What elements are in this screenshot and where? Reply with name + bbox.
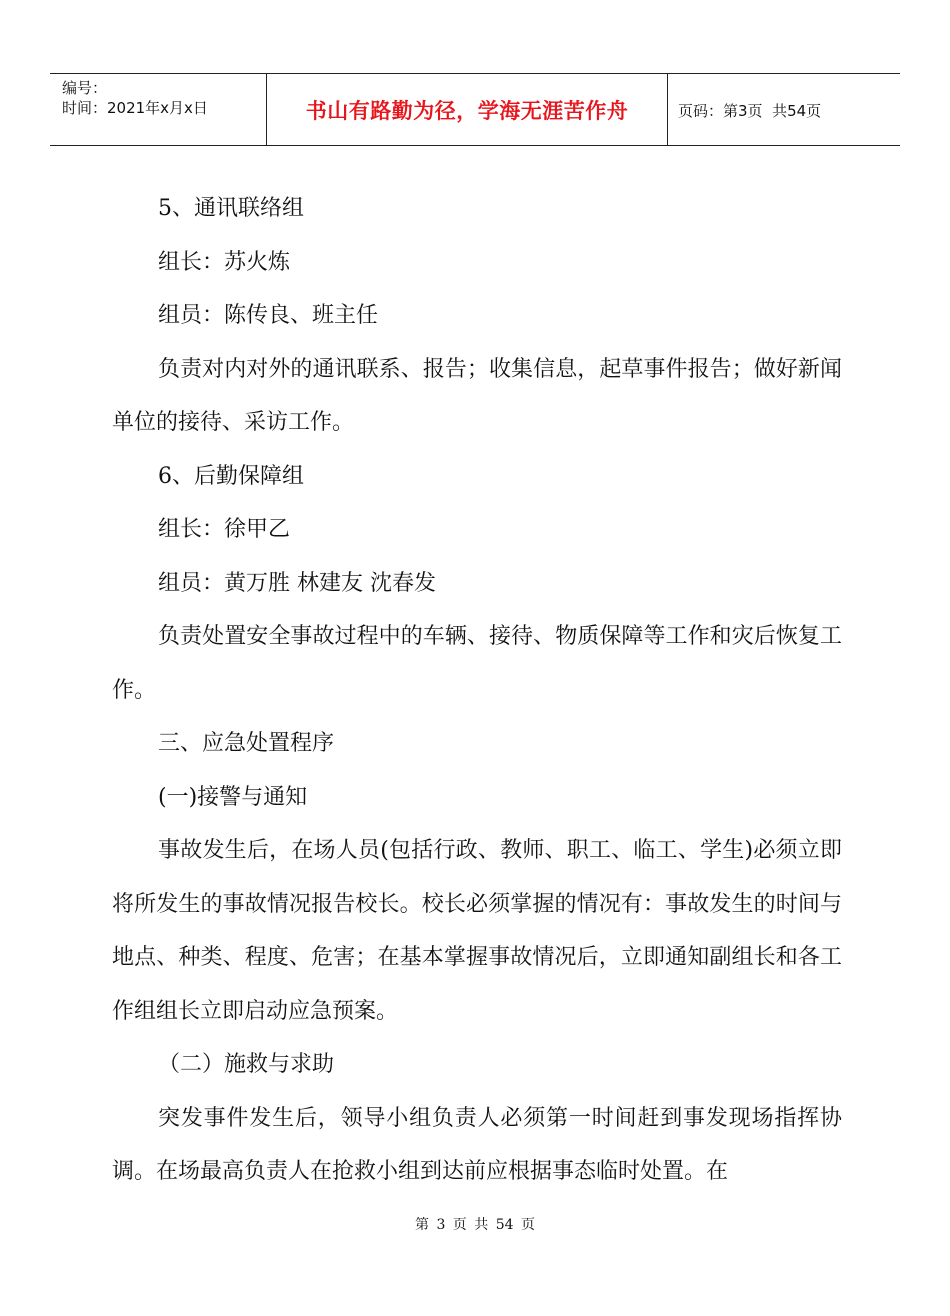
body-paragraph: 负责处置安全事故过程中的车辆、接待、物质保障等工作和灾后恢复工作。 [112, 624, 842, 703]
header-meta [62, 78, 208, 118]
page-header [50, 73, 900, 146]
document-time-label: 时间：2021年x月x日 [62, 99, 208, 117]
section-heading: 5、通讯联络组 [158, 196, 304, 221]
header-motto: 书山有路勤为径，学海无涯苦作舟 [305, 99, 629, 123]
section-heading: 三、应急处置程序 [158, 731, 335, 756]
body-paragraph: 组员：陈传良、班主任 [158, 303, 379, 328]
header-divider [266, 74, 267, 145]
body-paragraph: 组长：苏火炼 [158, 249, 291, 275]
document-body [112, 182, 842, 1199]
page-footer: 第 3 页 共 54 页 [415, 1217, 535, 1233]
section-heading: 6、后勤保障组 [158, 463, 304, 489]
body-paragraph: 组长：徐甲乙 [158, 517, 291, 542]
header-divider [667, 74, 668, 145]
body-paragraph: 负责对内对外的通讯联系、报告；收集信息，起草事件报告；做好新闻单位的接待、采访工作。 [112, 356, 842, 435]
subsection-heading: （二）施救与求助 [158, 1052, 335, 1077]
subsection-heading: (一)接警与通知 [158, 784, 308, 810]
body-paragraph: 组员：黄万胜 林建友 沈春发 [158, 570, 436, 596]
document-code-label: 编号： [62, 79, 108, 97]
header-page-number: 页码：第3页 共54页 [678, 101, 822, 120]
body-paragraph: 突发事件发生后，领导小组负责人必须第一时间赶到事发现场指挥协调。在场最高负责人在抢救小组到达前应根据事态临时处置。在 [112, 1105, 842, 1184]
body-paragraph: 事故发生后，在场人员(包括行政、教师、职工、临工、学生)必须立即将所发生的事故情况报告校长。校长必须掌握的情况有：事故发生的时间与地点、种类、程度、危害；在基本掌握事故情况后，立即通知副组长和各工作组组长立即启动应急预案。 [112, 838, 842, 1024]
